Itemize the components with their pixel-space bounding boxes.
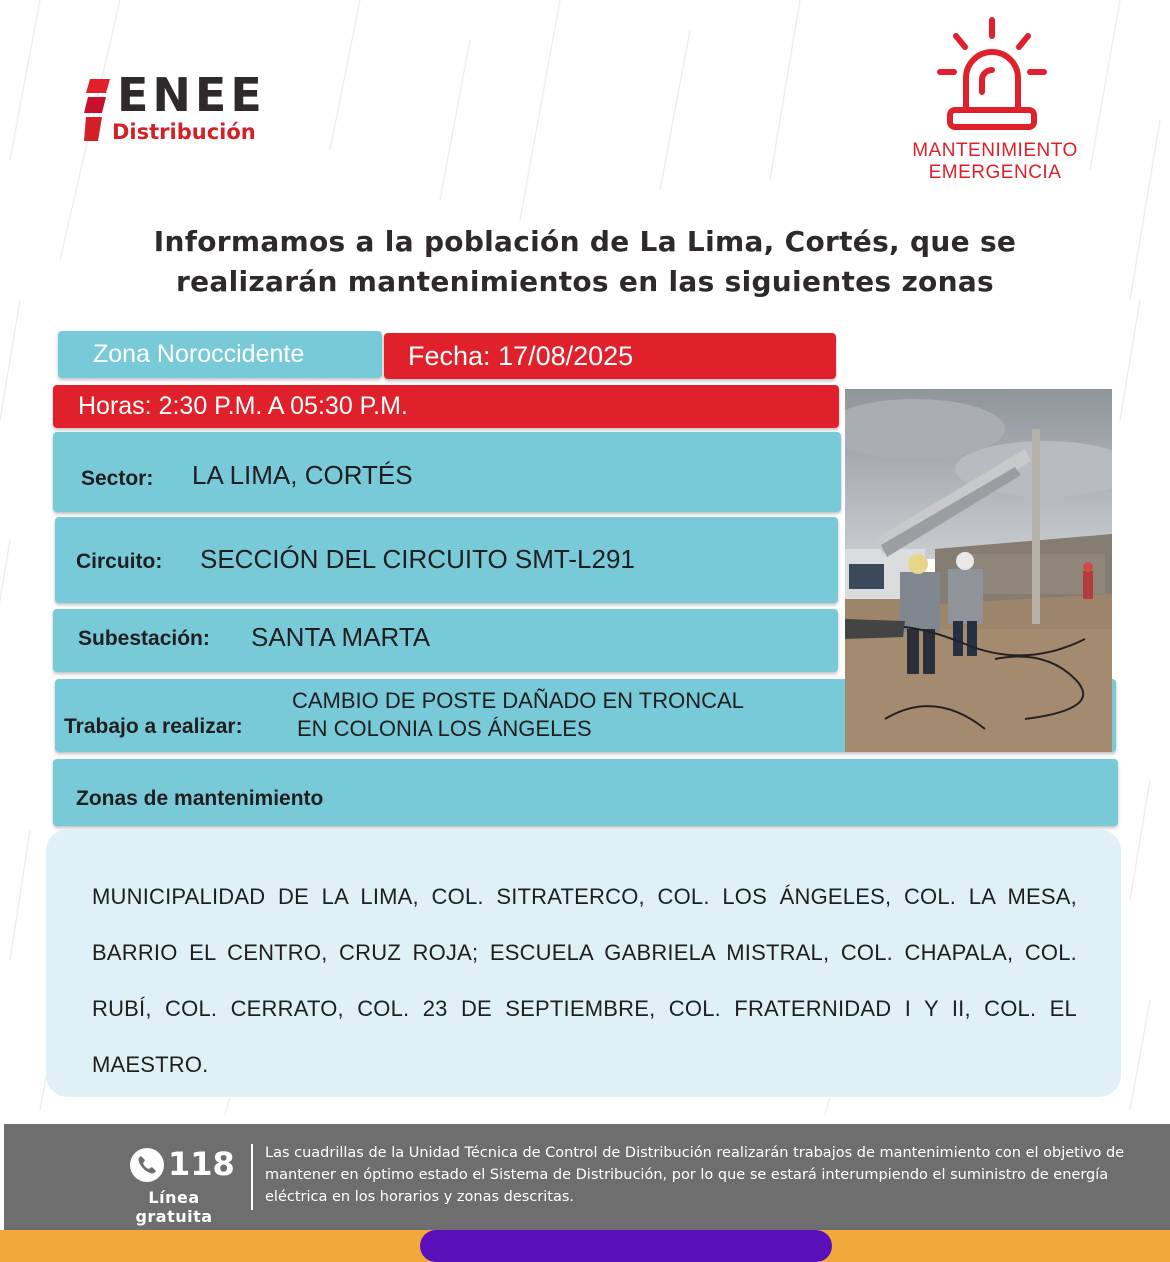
zonas-heading: Zonas de mantenimiento (76, 787, 324, 810)
work-photo (845, 389, 1112, 752)
hotline-number: 118 (168, 1145, 235, 1183)
enee-logo-mark (84, 79, 110, 141)
emergency-line-2: EMERGENCIA (928, 162, 1062, 183)
footer (4, 1124, 1170, 1230)
phone-icon (130, 1148, 164, 1182)
headline-line-1: Informamos a la población de La Lima, Cortés, que se (153, 225, 1017, 258)
subestacion-label: Subestación: (78, 627, 210, 650)
footer-notice: Las cuadrillas de la Unidad Técnica de Control de Distribución realizarán trabajos de mantenimiento con el objetivo de mantener en óptimo estado el Sistema de Distribución, por lo que se estará interumpiendo el suministro de energía eléctrica en los horarios y zonas descritas. (265, 1145, 1125, 1205)
headline-line-2: realizarán mantenimientos en las siguientes zonas (176, 265, 994, 298)
sector-row (53, 432, 841, 512)
fecha-value: 17/08/2025 (498, 341, 634, 371)
hotline-label: Línea gratuita (135, 1188, 213, 1226)
logo-subtitle: Distribución (112, 120, 256, 144)
circuito-row (55, 517, 838, 603)
footer-divider (251, 1144, 253, 1210)
horas-label: Horas: 2:30 P.M. A 05:30 P.M. (53, 385, 839, 428)
trabajo-label: Trabajo a realizar: (64, 715, 243, 738)
headline (40, 222, 1130, 302)
fecha-label: Fecha: (408, 341, 491, 371)
subestacion-row (53, 609, 838, 672)
trabajo-line-2: EN COLONIA LOS ÁNGELES (297, 716, 592, 741)
emergency-label (895, 140, 1095, 184)
bottom-color-bar (0, 1230, 1170, 1262)
work-photo-illustration (845, 389, 1112, 752)
circuito-label: Circuito: (76, 550, 163, 573)
sector-value: LA LIMA, CORTÉS (192, 460, 413, 490)
zonas-list: MUNICIPALIDAD DE LA LIMA, COL. SITRATERCO, COL. LOS ÁNGELES, COL. LA MESA, BARRIO EL CENTRO, CRUZ ROJA; ESCUELA GABRIELA MISTRAL, COL. CHAPALA, COL. RUBÍ, COL. CERRATO, COL. 23 DE SEPTIEMBRE, COL. FRATERNIDAD I Y II, COL. EL MAESTRO. (92, 884, 1077, 1077)
emergency-badge (895, 14, 1095, 194)
trabajo-line-1: CAMBIO DE POSTE DAÑADO EN TRONCAL (292, 688, 744, 713)
enee-logo (84, 68, 299, 148)
zonas-panel (46, 829, 1121, 1097)
zona-label: Zona Noroccidente (58, 331, 382, 378)
siren-icon (932, 14, 1052, 132)
hotline (108, 1144, 240, 1226)
emergency-line-1: MANTENIMIENTO (912, 140, 1078, 161)
subestacion-value: SANTA MARTA (251, 622, 431, 652)
sector-label: Sector: (81, 467, 154, 490)
zonas-heading-row (53, 759, 1118, 826)
logo-wordmark: ENEE (117, 68, 266, 122)
fecha-box (384, 333, 836, 379)
circuito-value: SECCIÓN DEL CIRCUITO SMT-L291 (200, 544, 635, 574)
